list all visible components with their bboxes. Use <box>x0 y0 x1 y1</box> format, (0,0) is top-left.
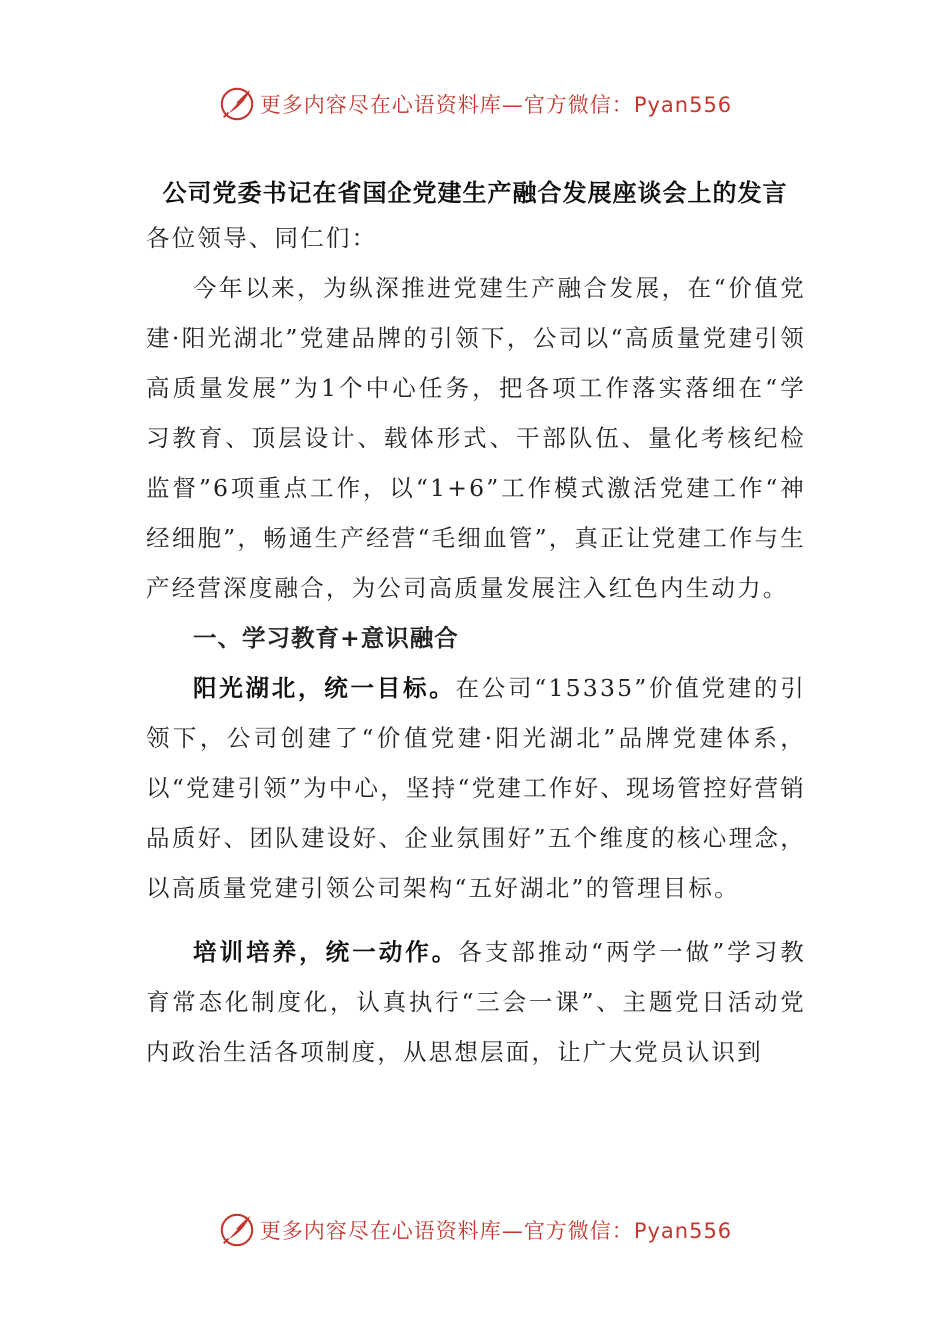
watermark-wechat-id: Pyan556 <box>633 93 733 117</box>
watermark-wechat-label: 官方微信： <box>523 93 634 117</box>
watermark-site-text: 更多内容尽在心语资料库 <box>259 1219 502 1243</box>
intro-paragraph: 今年以来，为纵深推进党建生产融合发展，在“价值党建·阳光湖北”党建品牌的引领下，公司以“高质量党建引领高质量发展”为1个中心任务，把各项工作落实落细在“学习教育、顶层设计、载体形式、干部队伍、量化考核纪检监督”6项重点工作，以“1+6”工作模式激活党建工作“神经细胞”，畅通生产经营“毛细血管”，真正让党建工作与生产经营深度融合，为公司高质量发展注入红色内生动力。 <box>146 274 806 602</box>
watermark-wechat-id: Pyan556 <box>633 1219 733 1243</box>
watermark-banner-top <box>0 82 950 126</box>
salutation: 各位领导、同仁们： <box>146 224 378 252</box>
paragraph-1-body: 在公司“15335”价值党建的引领下，公司创建了“价值党建·阳光湖北”品牌党建体系，以“党建引领”为中心，坚持“党建工作好、现场管控好营销品质好、团队建设好、企业氛围好”五个维度的核心理念，以高质量党建引领公司架构“五好湖北”的管理目标。 <box>146 674 806 902</box>
paragraph-2-body: 各支部推动“两学一做”学习教育常态化制度化，认真执行“三会一课”、主题党日活动党内政治生活各项制度，从思想层面，让广大党员认识到 <box>146 938 807 1066</box>
watermark-text-bottom <box>260 1215 732 1245</box>
watermark-site-text: 更多内容尽在心语资料库 <box>259 93 502 117</box>
watermark-banner-bottom <box>0 1208 950 1252</box>
quill-pen-logo-icon <box>218 1211 256 1249</box>
watermark-separator: — <box>501 93 524 117</box>
document-body <box>146 213 806 1077</box>
watermark-separator: — <box>501 1219 524 1243</box>
watermark-text <box>260 89 732 119</box>
paragraph-1-lead: 阳光湖北，统一目标。 <box>193 674 456 702</box>
quill-pen-logo-icon <box>218 85 256 123</box>
paragraph-1 <box>146 663 806 913</box>
watermark-wechat-label: 官方微信： <box>523 1219 634 1243</box>
paragraph-2 <box>146 927 806 1077</box>
document-title: 公司党委书记在省国企党建生产融合发展座谈会上的发言 <box>162 179 788 207</box>
section-1-heading: 一、学习教育+意识融合 <box>193 624 459 652</box>
paragraph-2-lead: 培训培养，统一动作。 <box>193 938 459 966</box>
